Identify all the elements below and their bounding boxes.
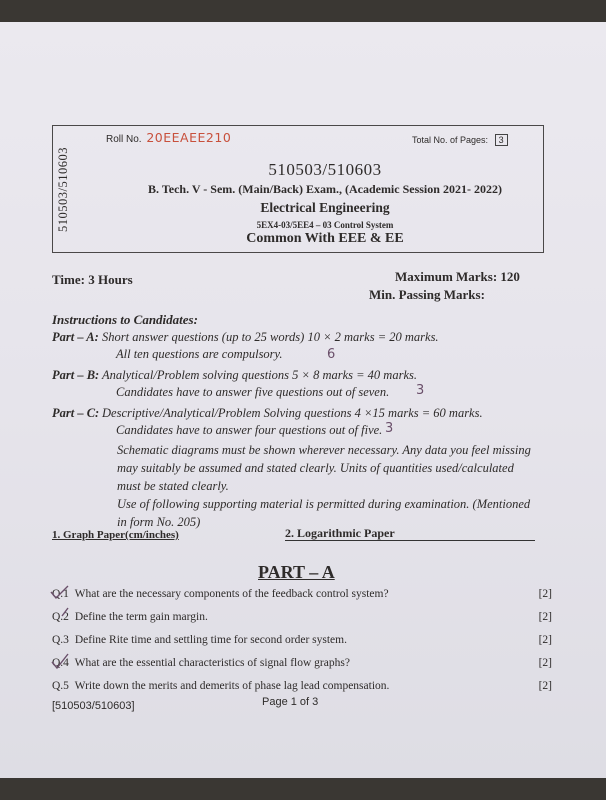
part-c-line2: Candidates have to answer four questions out of five.: [116, 423, 383, 437]
roll-label: Roll No.: [106, 134, 142, 145]
paper-code: 510503/510603: [268, 160, 382, 179]
footer-page: Page 1 of 3: [262, 696, 319, 708]
roll-value: 20EEAEE210: [146, 130, 232, 145]
log-paper-underline: [285, 540, 535, 541]
instructions-paragraph-2: Use of following supporting material is permitted during examination. (Mentioned in form No. 205): [117, 497, 531, 529]
question-item: [52, 634, 552, 646]
branch-title: Electrical Engineering: [260, 200, 390, 215]
question-marks: [2]: [538, 588, 552, 600]
question-marks: [2]: [538, 634, 552, 646]
course-title: B. Tech. V - Sem. (Main/Back) Exam., (Academic Session 2021- 2022): [148, 182, 502, 196]
vertical-paper-code: [50, 134, 76, 244]
question-marks: [2]: [538, 611, 552, 623]
part-b-handwritten-mark: 3: [416, 383, 425, 398]
question-number: Q.3: [52, 634, 69, 646]
question-number: Q.5: [52, 680, 69, 692]
part-b-line2: Candidates have to answer five questions out of seven.: [116, 385, 390, 399]
part-a-line1: Short answer questions (up to 25 words) 10 × 2 marks = 20 marks.: [102, 330, 439, 344]
part-c-handwritten-mark: 3: [385, 421, 394, 436]
question-number: Q.1: [52, 588, 69, 600]
exam-time: Time: 3 Hours: [52, 272, 133, 287]
question-text: Define Rite time and settling time for second order system.: [74, 634, 347, 646]
part-b-label: Part – B:: [52, 368, 100, 382]
question-marks: [2]: [538, 680, 552, 692]
common-with: Common With EEE & EE: [246, 231, 404, 246]
part-b-line1: Analytical/Problem solving questions 5 × 8 marks = 40 marks.: [102, 368, 417, 382]
subject-title: 5EX4-03/5EE4 – 03 Control System: [256, 220, 394, 230]
question-text: Define the term gain margin.: [74, 611, 208, 623]
roll-number: [106, 130, 231, 145]
part-c-line1: Descriptive/Analytical/Problem Solving questions 4 ×15 marks = 60 marks.: [102, 406, 483, 420]
question-text: What are the essential characteristics of signal flow graphs?: [74, 657, 350, 669]
question-marks: [2]: [538, 657, 552, 669]
question-text: Write down the merits and demerits of phase lag lead compensation.: [74, 680, 390, 692]
question-item: [52, 588, 552, 600]
question-number: Q.4: [52, 657, 69, 669]
instructions-paragraph-1: Schematic diagrams must be shown wherever necessary. Any data you feel missing may suitably be assumed and stated clearly. Units of quantities used/calculated must be stated clearly.: [117, 443, 531, 493]
material-graph-paper: 1. Graph Paper(cm/inches): [52, 529, 179, 541]
tick-mark-1: [51, 586, 68, 598]
question-number: Q.2: [52, 611, 69, 623]
footer-code: [510503/510603]: [52, 700, 135, 712]
question-item: [52, 680, 552, 692]
part-a-heading: PART – A: [258, 562, 335, 582]
vertical-code-text: 510503/510603: [55, 146, 70, 232]
total-pages: [412, 134, 508, 146]
min-passing-marks: Min. Passing Marks:: [369, 287, 485, 302]
part-a-handwritten-mark: 6: [327, 347, 336, 362]
part-c-label: Part – C:: [52, 406, 100, 420]
material-log-paper: 2. Logarithmic Paper: [285, 526, 395, 540]
part-a-label: Part – A:: [52, 330, 99, 344]
exam-paper-page: [0, 22, 606, 778]
question-item: [52, 611, 552, 623]
part-a-line2: All ten questions are compulsory.: [116, 347, 283, 361]
question-text: What are the necessary components of the feedback control system?: [74, 588, 389, 600]
handwritten-tick-marks: [48, 584, 78, 684]
instructions-heading: Instructions to Candidates:: [52, 312, 198, 327]
total-pages-label: Total No. of Pages:: [412, 135, 489, 145]
question-item: [52, 657, 552, 669]
total-pages-value: 3: [495, 134, 508, 146]
tick-mark-2: [62, 608, 68, 616]
tick-mark-4: [52, 654, 68, 668]
max-marks: Maximum Marks: 120: [395, 269, 520, 284]
